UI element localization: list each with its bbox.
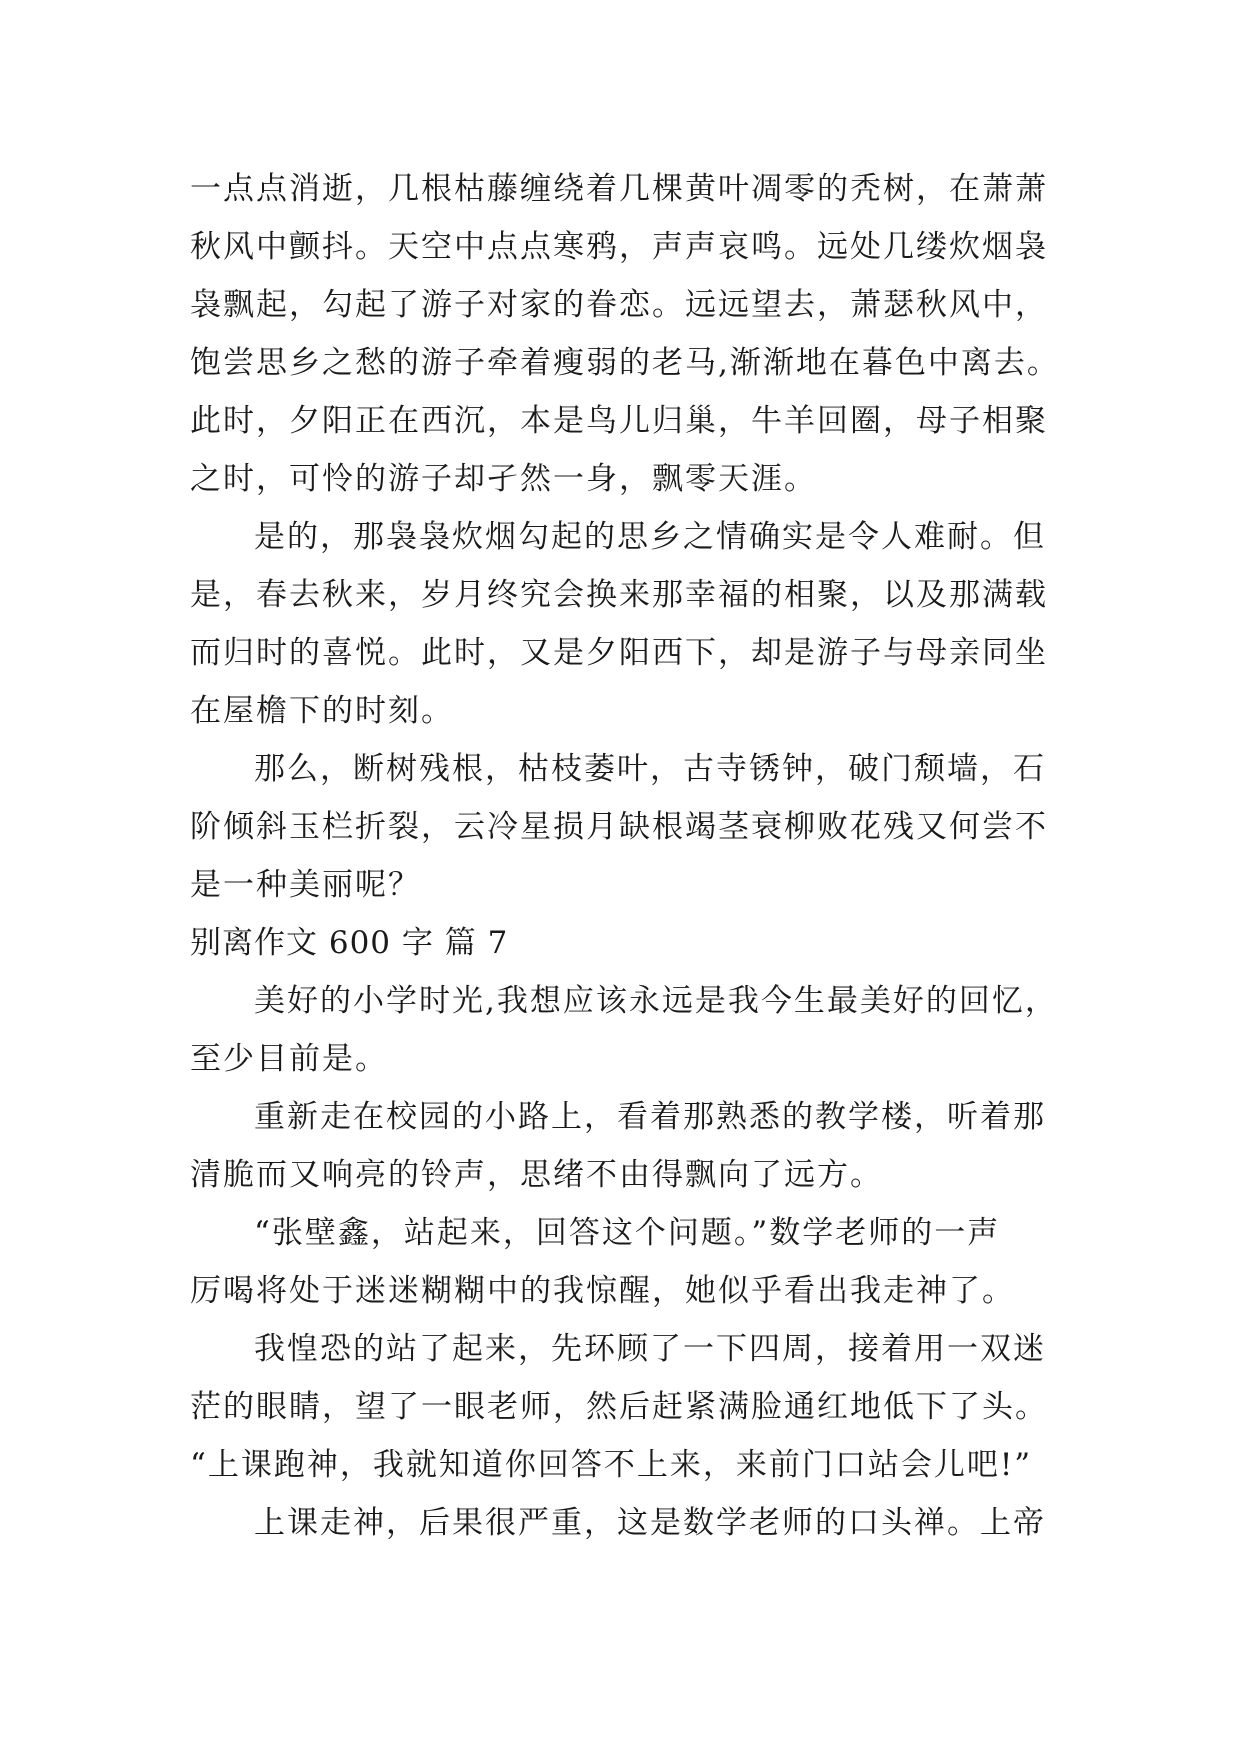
paragraph-line: 此时，夕阳正在西沉，本是鸟儿归巢，牛羊回圈，母子相聚 bbox=[190, 403, 1048, 439]
document-body bbox=[190, 160, 1060, 1552]
paragraph-line: 是的，那袅袅炊烟勾起的思乡之情确实是令人难耐。但 bbox=[254, 519, 1046, 555]
paragraph-line: 在屋檐下的时刻。 bbox=[190, 693, 454, 729]
paragraph-line: 美好的小学时光,我想应该永远是我今生最美好的回忆， bbox=[254, 983, 1058, 1019]
paragraph-line: 那么，断树残根，枯枝萎叶，古寺锈钟，破门颓墙，石 bbox=[254, 751, 1046, 787]
paragraph-line: 而归时的喜悦。此时，又是夕阳西下，却是游子与母亲同坐 bbox=[190, 635, 1048, 671]
paragraph-line: 之时，可怜的游子却孑然一身，飘零天涯。 bbox=[190, 461, 817, 497]
paragraph-line: 厉喝将处于迷迷糊糊中的我惊醒，她似乎看出我走神了。 bbox=[190, 1273, 1015, 1309]
paragraph-line: 一点点消逝，几根枯藤缠绕着几棵黄叶凋零的秃树，在萧萧 bbox=[190, 171, 1048, 207]
paragraph-line: 茫的眼睛，望了一眼老师，然后赶紧满脸通红地低下了头。 bbox=[190, 1389, 1048, 1425]
paragraph-line: 至少目前是。 bbox=[190, 1041, 388, 1077]
paragraph-line: 是一种美丽呢？ bbox=[190, 867, 421, 903]
paragraph-line: 袅飘起，勾起了游子对家的眷恋。远远望去，萧瑟秋风中， bbox=[190, 287, 1048, 323]
paragraph-line: 秋风中颤抖。天空中点点寒鸦，声声哀鸣。远处几缕炊烟袅 bbox=[190, 229, 1048, 265]
paragraph-line: 是，春去秋来，岁月终究会换来那幸福的相聚，以及那满载 bbox=[190, 577, 1048, 613]
paragraph-line: 饱尝思乡之愁的游子牵着瘦弱的老马,渐渐地在暮色中离去。 bbox=[190, 345, 1060, 381]
paragraph-line: “上课跑神，我就知道你回答不上来，来前门口站会儿吧!” bbox=[190, 1447, 1033, 1483]
paragraph-line: 重新走在校园的小路上，看着那熟悉的教学楼，听着那 bbox=[254, 1099, 1046, 1135]
paragraph-line: 清脆而又响亮的铃声，思绪不由得飘向了远方。 bbox=[190, 1157, 883, 1193]
paragraph-line: 我惶恐的站了起来，先环顾了一下四周，接着用一双迷 bbox=[254, 1331, 1046, 1367]
section-heading: 别离作文 600 字 篇 7 bbox=[190, 925, 509, 961]
paragraph-line: 阶倾斜玉栏折裂，云冷星损月缺根竭茎衰柳败花残又何尝不 bbox=[190, 809, 1048, 845]
paragraph-line: 上课走神，后果很严重，这是数学老师的口头禅。上帝 bbox=[254, 1505, 1046, 1541]
paragraph-line: “张壁鑫，站起来，回答这个问题。”数学老师的一声 bbox=[254, 1215, 1001, 1251]
